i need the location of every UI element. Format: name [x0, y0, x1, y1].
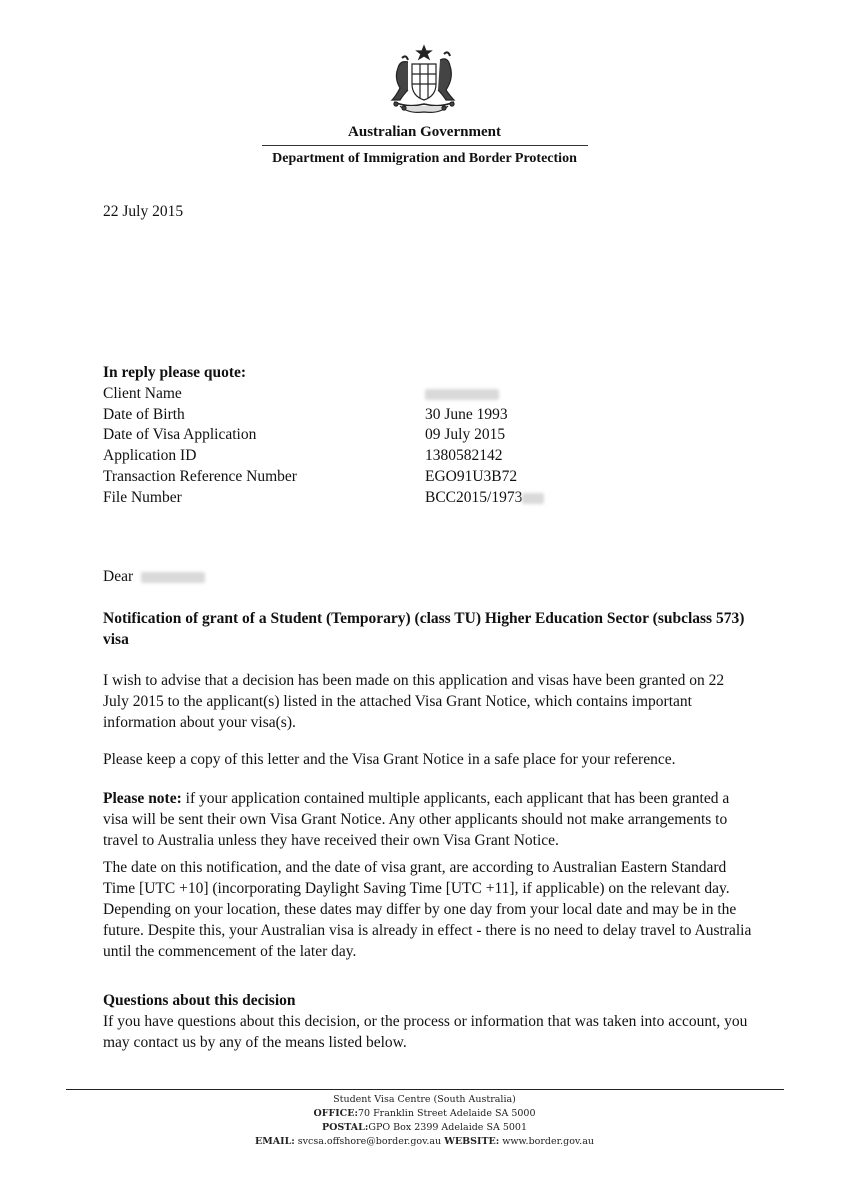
- department-name: Department of Immigration and Border Protection: [272, 151, 577, 166]
- reference-row: [103, 425, 544, 446]
- postal-address: GPO Box 2399 Adelaide SA 5001: [368, 1122, 528, 1133]
- postal-label: POSTAL:: [321, 1122, 369, 1133]
- reference-value: 30 June 1993: [425, 405, 508, 423]
- reference-value: 1380582142: [425, 447, 503, 465]
- reference-value: EGO91U3B72: [425, 467, 518, 485]
- email-address[interactable]: svcsa.offshore@border.gov.au: [294, 1136, 445, 1147]
- footer: [0, 1093, 849, 1149]
- reference-value: 09 July 2015: [425, 426, 506, 444]
- reference-label: Client Name: [103, 384, 182, 402]
- letter-date: 22 July 2015: [103, 203, 184, 220]
- footer-postal: [0, 1121, 849, 1135]
- reference-row: [103, 488, 544, 509]
- reference-block: [103, 363, 544, 509]
- paragraph-please-note: [103, 788, 753, 851]
- website-label: WEBSITE:: [444, 1136, 500, 1147]
- reference-label: Date of Birth: [103, 405, 185, 423]
- please-note-label: Please note:: [103, 790, 182, 807]
- reference-row: [103, 384, 544, 405]
- reference-label: Date of Visa Application: [103, 426, 257, 444]
- questions-text: If you have questions about this decision, or the process or information that was taken into account, you may contact us by any of the means listed below.: [103, 1013, 748, 1051]
- salutation-text: Dear: [103, 568, 134, 585]
- reference-heading: In reply please quote:: [103, 364, 247, 381]
- questions-heading: Questions about this decision: [103, 992, 296, 1009]
- reference-row: [103, 405, 544, 426]
- recipient-name-redacted: [141, 572, 205, 583]
- footer-contact: [0, 1135, 849, 1149]
- coat-of-arms-logo: [378, 44, 470, 120]
- reference-label: Application ID: [103, 447, 197, 465]
- paragraph-grant-advice: I wish to advise that a decision has been made on this application and visas have been granted on 22 July 2015 to the applicant(s) listed in the attached Visa Grant Notice, which contains important information about your visa(s).: [103, 672, 725, 731]
- file-number-text: BCC2015/1973: [425, 488, 523, 506]
- government-name: Australian Government: [348, 124, 501, 140]
- client-name-redacted: [425, 384, 499, 405]
- email-label: EMAIL:: [255, 1136, 295, 1147]
- reference-row: [103, 446, 544, 467]
- office-address: 70 Franklin Street Adelaide SA 5000: [357, 1108, 536, 1119]
- office-label: OFFICE:: [313, 1108, 358, 1119]
- reference-label: File Number: [103, 488, 182, 506]
- salutation: [103, 568, 205, 586]
- letter-subject: Notification of grant of a Student (Temporary) (class TU) Higher Education Sector (subclass 573) visa: [103, 610, 745, 648]
- footer-office: [0, 1107, 849, 1121]
- reference-row: [103, 467, 544, 488]
- paragraph-keep-copy: Please keep a copy of this letter and the Visa Grant Notice in a safe place for your reference.: [103, 751, 676, 768]
- file-number-value: [425, 488, 544, 509]
- header-divider: [262, 145, 588, 146]
- paragraph-timezone: The date on this notification, and the date of visa grant, are according to Australian Eastern Standard Time [UTC +10] (incorporating Daylight Saving Time [UTC +11], if applicable) on the relevant day. Depending on your location, these dates may differ by one day from your local date and may be in the future. Despite this, your Australian visa is already in effect - there is no need to delay travel to Australia until the commencement of the later day.: [103, 859, 752, 960]
- please-note-text: if your application contained multiple applicants, each applicant that has been granted a visa will be sent their own Visa Grant Notice. Any other applicants should not make arrangements to travel to Australia unless they have received their own Visa Grant Notice.: [103, 790, 730, 849]
- footer-divider: [66, 1089, 784, 1090]
- footer-centre-name: Student Visa Centre (South Australia): [333, 1094, 516, 1105]
- reference-label: Transaction Reference Number: [103, 467, 297, 485]
- website-url[interactable]: www.border.gov.au: [499, 1136, 594, 1147]
